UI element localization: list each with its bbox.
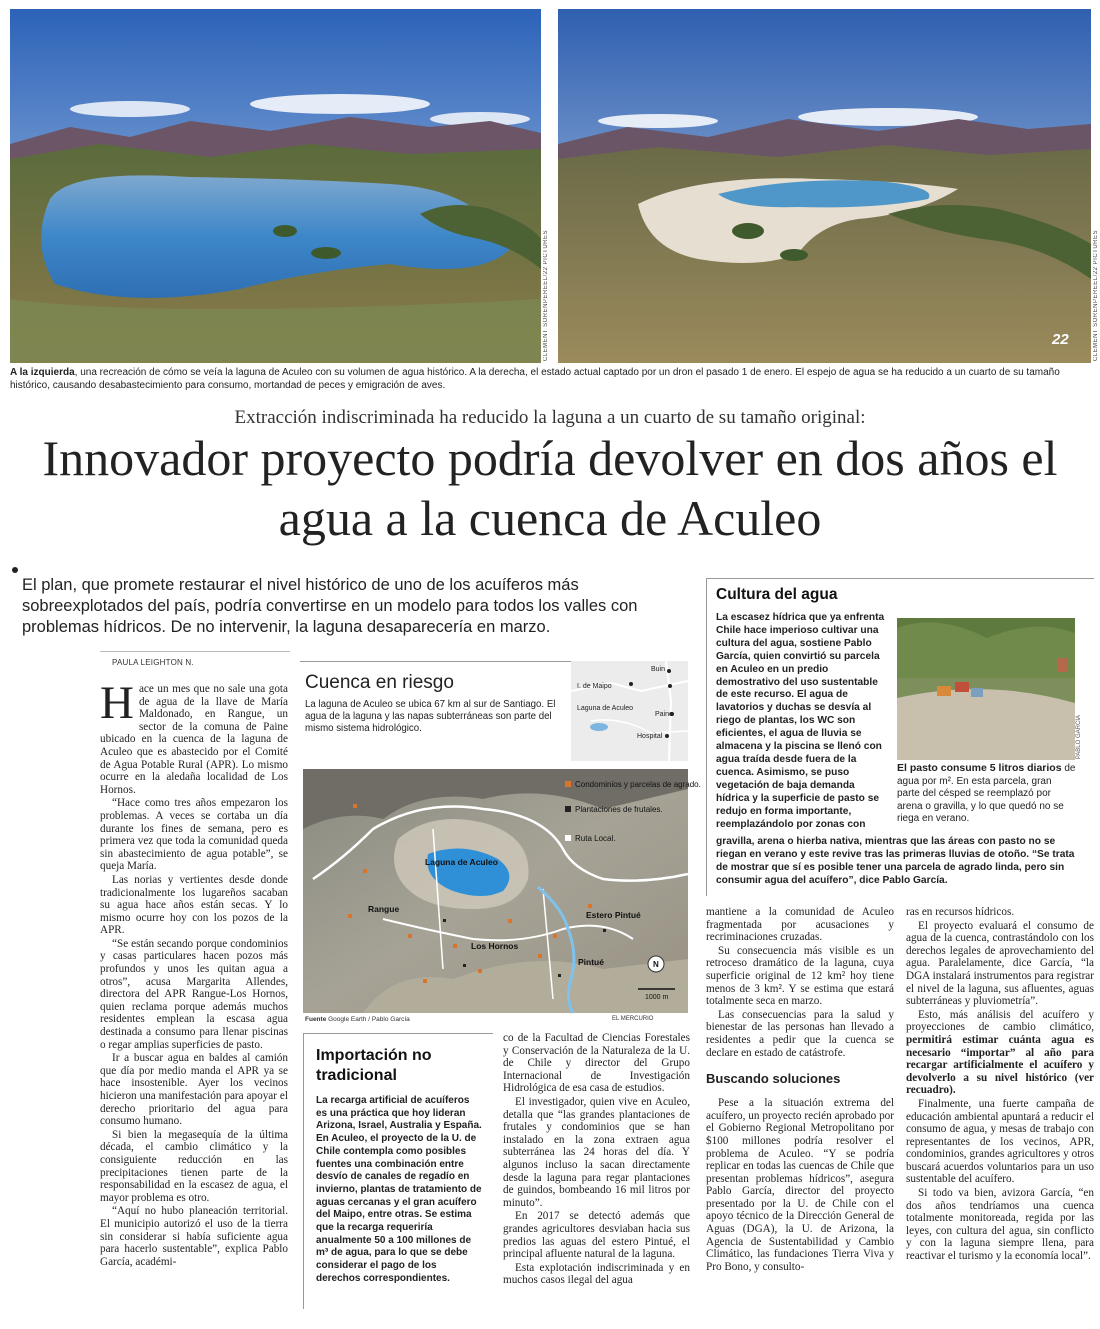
col5-paragraph: Esto, más análisis del acuífero y proyecciones de cambio climático, permitirá estimar cuánta agua es necesario “importar” al año para recargar artificialmente el acuífero y devolverlo a su nivel histórico (ver recuadro). (906, 1008, 1094, 1097)
plantacion-marker (558, 974, 561, 977)
col5-paragraph: Finalmente, una fuerte campaña de educación ambiental apuntará a reducir el consumo de agua, y mesas de trabajo con representantes de los vecinos, APR, condominios, grandes agricultores y otros buscará acuerdos voluntarios para un uso sustentable del acuífero. (906, 1097, 1094, 1186)
column-3 (503, 1032, 690, 1288)
col1-paragraph: “Hace como tres años empezaron los problemas. A veces se cortaba un día durante los fines de semana, pero es primera vez que toda la comunidad queda sin abastecimiento de agua potable”, se queja María. (100, 797, 288, 873)
cultura-title: Cultura del agua (716, 586, 838, 603)
col3-paragraph: El investigador, quien vive en Aculeo, detalla que “las grandes plantaciones de frutales y condominios que se han instalado en la zona extraen agua subterránea las 24 horas del día. Y algunos incluso la sacan directamente desde la laguna para regar plantaciones de guindos, bombeando 16 mil litros por minuto”. (503, 1095, 690, 1209)
lead-bullet-icon (12, 567, 18, 573)
col1-paragraph: Las norias y vertientes desde donde tradicionalmente los lugareños sacaban su agua hace años están secas. Y lo mismo ocurre hoy con los pozos de la APR. (100, 873, 288, 937)
col1-paragraph: Hace un mes que no sale una gota de agua de la llave de María Maldonado, en Rangue, un sector de la comuna de Paine ubicado en la cuenca de la laguna de Aculeo que es abastecido por el Comité de Agua Potable Rural (APR). Lo mismo ocurre en la aledaña localidad de Los Hornos. (100, 677, 288, 796)
col4-paragraph: Pese a la situación extrema del acuífero, un proyecto recién aprobado por el Gobierno Regional Metropolitano por $100 millones podría resolver el problema de Aculeo. “Y se podría replicar en todas las cuencas de Chile que presentan problemas hídricos”, asegura Pablo García, director del proyecto presentado por la U. de Chile con el apoyo técnico de la Dirección General de Aguas (DGA), la U. de Arizona, la Agencia de Sustentabilidad y Cambio Climático, las fundaciones Tierra Viva y Pro Bono, y consulto- (706, 1097, 894, 1273)
col1-paragraph: “Aquí no hubo planeación territorial. El municipio autorizó el uso de la tierra sin considerar si había suficiente agua para hacerlo sustentable”, explica Pablo García, académi- (100, 1205, 288, 1268)
subhead-buscando: Buscando soluciones (706, 1071, 841, 1087)
kicker: Extracción indiscriminada ha reducido la laguna a un cuarto de su tamaño original: (234, 407, 866, 428)
locator-paine: Paine (655, 711, 673, 718)
cultura-text-wide: gravilla, arena o hierba nativa, mientras que las áreas con pasto no se riegan en verano y este revive tras las primeras lluvias de otoño. “Se trata de mostrar que sí es posible tener una parcela de agrado linda, pero sin consumir agua del acuífero”, dice Pablo García. (716, 836, 1075, 886)
locator-hospital: Hospital (637, 733, 663, 740)
north-icon: N (653, 960, 659, 969)
legend-condominios: Condominios y parcelas de agrado. (575, 780, 701, 789)
headline: Innovador proyecto podría devolver en dos años el agua a la cuenca de Aculeo (42, 430, 1058, 546)
col4-paragraph: Su consecuencia más visible es un retroceso dramático de la laguna, cuya superficie original de 12 km² hoy tiene menos de 3 km². Y se estima que estará totalmente seca en marzo. (706, 944, 894, 1008)
cultura-text-narrow: La escasez hídrica que ya enfrenta Chile hace imperioso cultivar una cultura del agua, sostiene Pablo García, quien convirtió su parcela en Aculeo en un predio demostrativo del uso sustentable de este recurso. El agua de lavatorios y duchas se desvía al riego de plantas, los WC son eficientes, el agua de lluvia se almacena y la piscina se llenó con agua traída desde fuera de la cuenca. Asimismo, se puso vegetación de baja demanda hídrica y la superficie de pasto se redujo en forma importante, reemplazándolo por zonas con (716, 612, 885, 830)
locator-maipo: I. de Maipo (577, 683, 612, 690)
column-1 (100, 677, 288, 1269)
photo-credit-right: CLEMENT SORENPEREEL/22 PICTURES (1093, 230, 1099, 362)
importacion-box (303, 1033, 493, 1309)
col5-paragraph: ras en recursos hídricos. (906, 906, 1015, 918)
aculeo-map (303, 769, 701, 1013)
condominio-marker (553, 934, 557, 938)
legend-plantaciones: Plantaciones de frutales. (575, 805, 663, 814)
col5-paragraph: El proyecto evaluará el consumo de agua de la cuenca, contrastándolo con los derechos legales de aprovechamiento del agua. Paralelamente, dice García, “la DGA instalará instrumentos para registrar el nivel de la laguna, sus afluentes, aguas subterráneas y pluviometría”. (906, 919, 1094, 1008)
cultura-photo-credit: PABLO GARCÍA (1076, 715, 1082, 760)
importacion-title: Importación no tradicional (316, 1047, 432, 1084)
importacion-text: La recarga artificial de acuíferos es una práctica que hoy lideran Arizona, Israel, Australia y España. En Aculeo, el proyecto de la U. de Chile contempla como posibles fuentes una combinación entre desvío de canales de regadío en invierno, plantas de tratamiento de aguas cercanas y el gran acuífero del Maipo, entre otras. Se estima que la recarga requeriría anualmente 50 a 100 millones de m³ de agua, para lo que se debe considerar el pago de los derechos correspondientes. (316, 1095, 482, 1284)
infographic-text: La laguna de Aculeo se ubica 67 km al sur de Santiago. El agua de la laguna y las napas subterráneas son parte del mismo sistema hidrológico. (305, 699, 556, 735)
col1-paragraph: “Se están secando porque condominios y casas particulares hacen pozos más profundos y unos les quitan agua a otros”, acusa Margarita Allendes, directora del APR Rangue-Los Hornos, quien reclama porque además muchos residentes emplean la escasa agua destinada a consumo para llenar piscinas o regar amplias superficies de pasto. (100, 937, 288, 1051)
locator-map (571, 661, 688, 761)
caption-lead: A la izquierda (10, 367, 75, 378)
map-scale: 1000 m (645, 994, 669, 1001)
condominio-marker (423, 979, 427, 983)
map-label-pintue: Pintué (578, 957, 604, 967)
infographic-source: Fuente Google Earth / Pablo García (305, 1016, 410, 1023)
col5-paragraph: Si todo va bien, avizora García, “en dos años tendríamos una cuenca totalmente monitoreada, regida por las leyes, con cultura del agua, sin conflicto y con la laguna siempre llena, para reactivar el turismo y la economía local”. (906, 1187, 1094, 1263)
column-4 (706, 906, 894, 1274)
caption-text: , una recreación de cómo se veía la laguna de Aculeo con su volumen de agua histórico. A la derecha, el estado actual captado por un dron el pasado 1 de enero. El espejo de agua se ha reducido a un cuarto de su tamaño histórico, causando desabastecimiento para consumo, mortandad de peces y emigración de aves. (10, 367, 1060, 391)
cultura-photo-caption: El pasto consume 5 litros diarios de agua por m². En esta parcela, gran parte del césped se reemplazó por arena o gravilla, y lo que quedó no se riega en verano. (897, 762, 1076, 824)
condominio-marker (508, 919, 512, 923)
col3-paragraph: Esta explotación indiscriminada y en muchos casos ilegal del agua (503, 1261, 690, 1287)
infographic-publisher: EL MERCURIO (612, 1016, 654, 1022)
col4-paragraph: Las consecuencias para la salud y bienestar de las personas han llevado a residentes a pedir que la cuenca se declare en estado de catástrofe. (706, 1008, 894, 1059)
condominio-marker (538, 954, 542, 958)
map-label-rangue: Rangue (368, 904, 400, 914)
map-label-estero: Estero Pintué (586, 910, 641, 920)
byline-rule (100, 651, 290, 652)
condominio-marker (408, 934, 412, 938)
col3-paragraph: En 2017 se detectó además que grandes agricultores desviaban hacia sus predios las aguas del estero Pintué, el principal afluente natural de la laguna. (503, 1210, 690, 1261)
photo-logo: 22 (1052, 331, 1069, 348)
column-5 (906, 906, 1094, 1264)
condominio-marker (348, 914, 352, 918)
infographic-title: Cuenca en riesgo (305, 672, 454, 693)
condominio-marker (478, 969, 482, 973)
condominio-marker (588, 904, 592, 908)
condominio-marker (353, 804, 357, 808)
col3-paragraph: co de la Facultad de Ciencias Forestales y Conservación de la Naturaleza de la U. de Chile y director del Grupo Internacional de Investigación Hidrológica de esa casa de estudios. (503, 1032, 690, 1095)
locator-laguna: Laguna de Aculeo (577, 705, 634, 712)
map-label-hornos: Los Hornos (471, 941, 519, 951)
locator-buin: Buin (651, 666, 666, 673)
dropcap: H (100, 677, 134, 729)
photo-historic-lagoon (10, 9, 541, 363)
photo-credit-left: CLEMENT SORENPEREEL/22 PICTURES (543, 230, 549, 362)
col1-paragraph: Ir a buscar agua en baldes al camión que día por medio manda el APR ya se hace insostenible. Ayer los vecinos hicieron una manifestación para apoyar el derecho prioritario del agua para consumo humano. (100, 1052, 288, 1128)
byline: PAULA LEIGHTON N. (112, 658, 194, 667)
cultura-photo (897, 618, 1075, 760)
col1-paragraph: Si bien la megasequía de la última década, el cambio climático y la consiguiente reducción en las precipitaciones tienen parte de la responsabilidad en la escasez de agua, el mayor problema es otro. (100, 1128, 288, 1204)
col4-paragraph: mantiene a la comunidad de Aculeo fragmentada por acusaciones y recriminaciones cruzadas. (706, 906, 894, 944)
condominio-marker (453, 944, 457, 948)
plantacion-marker (463, 964, 466, 967)
photo-current-lagoon (558, 9, 1091, 363)
photo-caption (10, 366, 1092, 392)
plantacion-marker (443, 919, 446, 922)
map-label-laguna: Laguna de Aculeo (425, 857, 498, 867)
plantacion-marker (603, 929, 606, 932)
condominio-marker (363, 869, 367, 873)
lead-paragraph: El plan, que promete restaurar el nivel histórico de uno de los acuíferos más sobreexplotados del país, podría convertirse en un modelo para todos los valles con problemas hídricos. De no intervenir, la laguna desaparecería en marzo. (22, 576, 638, 636)
legend-ruta: Ruta Local. (575, 834, 616, 843)
